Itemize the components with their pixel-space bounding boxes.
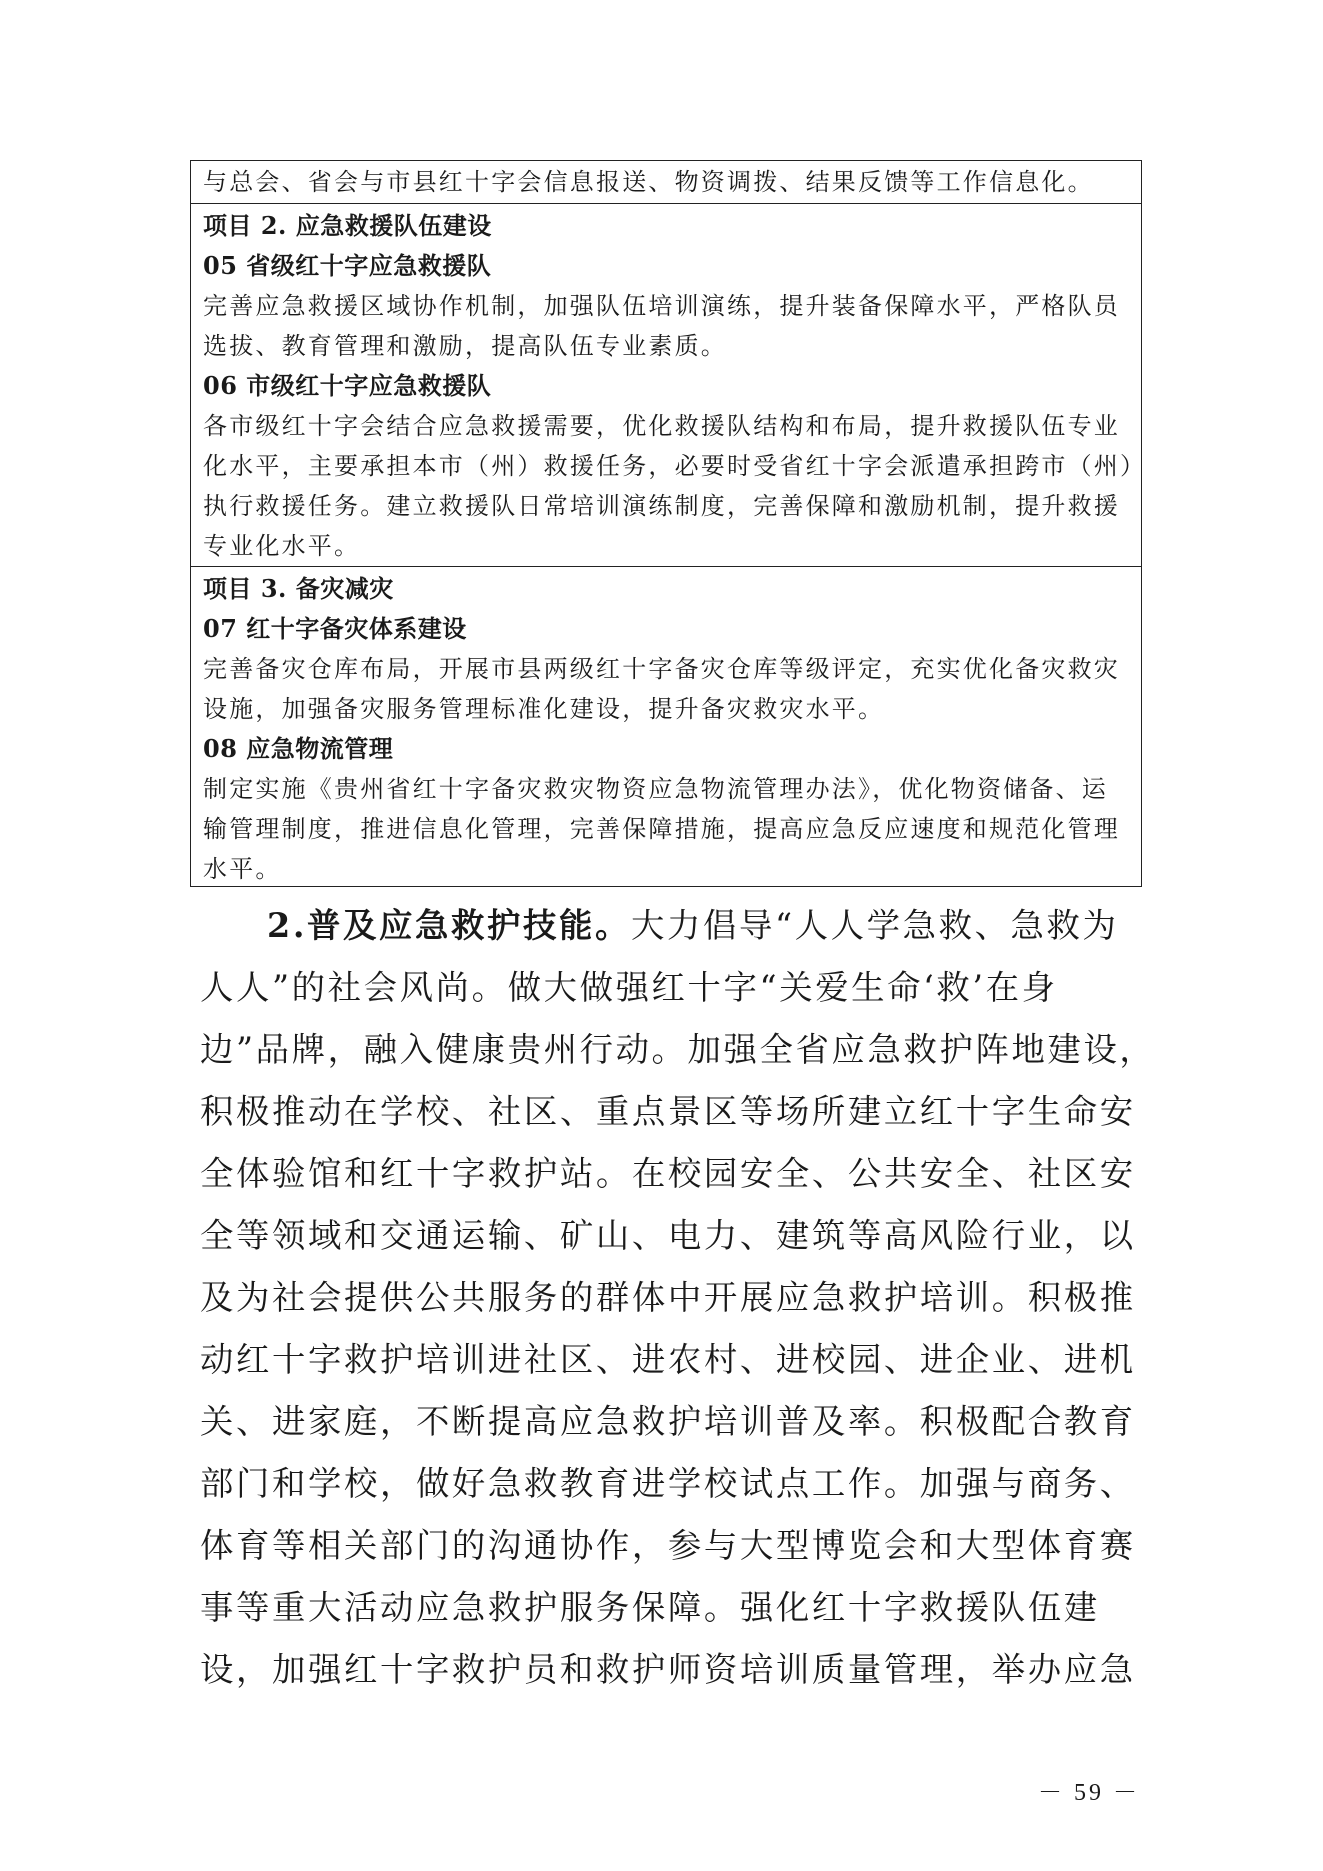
paragraph-line: 部门和学校，做好急救教育进学校试点工作。加强与商务、 <box>200 1464 1136 1503</box>
paragraph-line: 及为社会提供公共服务的群体中开展应急救护培训。积极推 <box>200 1278 1136 1317</box>
item-06-title: 06 市级红十字应急救援队 <box>203 371 492 400</box>
table-intro-cell <box>190 160 1142 204</box>
paragraph-line: 人人”的社会风尚。做大做强红十字“关爱生命‘救’在身 <box>200 968 1058 1007</box>
item-08-title: 08 应急物流管理 <box>203 734 394 763</box>
item-08-line: 制定实施《贵州省红十字备灾救灾物资应急物流管理办法》，优化物资储备、运 <box>203 775 1108 803</box>
paragraph-line: 边”品牌，融入健康贵州行动。加强全省应急救护阵地建设， <box>200 1030 1156 1069</box>
item-08-line: 输管理制度，推进信息化管理，完善保障措施，提高应急反应速度和规范化管理 <box>203 815 1120 843</box>
item-06-line: 各市级红十字会结合应急救援需要，优化救援队结构和布局，提升救援队伍专业 <box>203 412 1120 440</box>
paragraph-line: 事等重大活动应急救护服务保障。强化红十字救援队伍建 <box>200 1588 1100 1627</box>
project-2-title: 项目 2. 应急救援队伍建设 <box>203 211 492 240</box>
item-07-title: 07 红十字备灾体系建设 <box>203 614 467 643</box>
paragraph-line: 设，加强红十字救护员和救护师资培训质量管理，举办应急 <box>200 1650 1136 1689</box>
paragraph-first-line <box>200 895 1140 957</box>
section-heading: 2.普及应急救护技能。 <box>267 906 631 945</box>
section-paragraph <box>200 895 1156 1701</box>
item-06-line: 专业化水平。 <box>203 532 361 560</box>
paragraph-line: 大力倡导“人人学急救、急救为 <box>630 906 1119 945</box>
item-06-line: 化水平，主要承担本市（州）救援任务，必要时受省红十字会派遣承担跨市（州） <box>203 452 1147 480</box>
item-05-title: 05 省级红十字应急救援队 <box>203 251 492 280</box>
project-3-cell <box>190 567 1142 887</box>
paragraph-line: 动红十字救护培训进社区、进农村、进校园、进企业、进机 <box>200 1340 1136 1379</box>
paragraph-line: 全等领域和交通运输、矿山、电力、建筑等高风险行业，以 <box>200 1216 1136 1255</box>
project-2-cell <box>190 204 1147 567</box>
item-05-line: 选拔、教育管理和激励，提高队伍专业素质。 <box>203 332 727 360</box>
page-number: － 59 － <box>1038 1780 1140 1806</box>
item-05-line: 完善应急救援区域协作机制，加强队伍培训演练，提升装备保障水平，严格队员 <box>203 292 1120 320</box>
item-06-line: 执行救援任务。建立救援队日常培训演练制度，完善保障和激励机制，提升救援 <box>203 492 1120 520</box>
project-3-title: 项目 3. 备灾减灾 <box>203 574 394 603</box>
item-08-line: 水平。 <box>203 855 282 883</box>
item-07-line: 设施，加强备灾服务管理标准化建设，提升备灾救灾水平。 <box>203 695 885 723</box>
paragraph-line: 积极推动在学校、社区、重点景区等场所建立红十字生命安 <box>200 1092 1136 1131</box>
intro-text: 与总会、省会与市县红十字会信息报送、物资调拨、结果反馈等工作信息化。 <box>203 168 1094 196</box>
paragraph-line: 体育等相关部门的沟通协作，参与大型博览会和大型体育赛 <box>200 1526 1136 1565</box>
paragraph-line: 全体验馆和红十字救护站。在校园安全、公共安全、社区安 <box>200 1154 1136 1193</box>
item-07-line: 完善备灾仓库布局，开展市县两级红十字备灾仓库等级评定，充实优化备灾救灾 <box>203 655 1120 683</box>
paragraph-line: 关、进家庭，不断提高应急救护培训普及率。积极配合教育 <box>200 1402 1136 1441</box>
